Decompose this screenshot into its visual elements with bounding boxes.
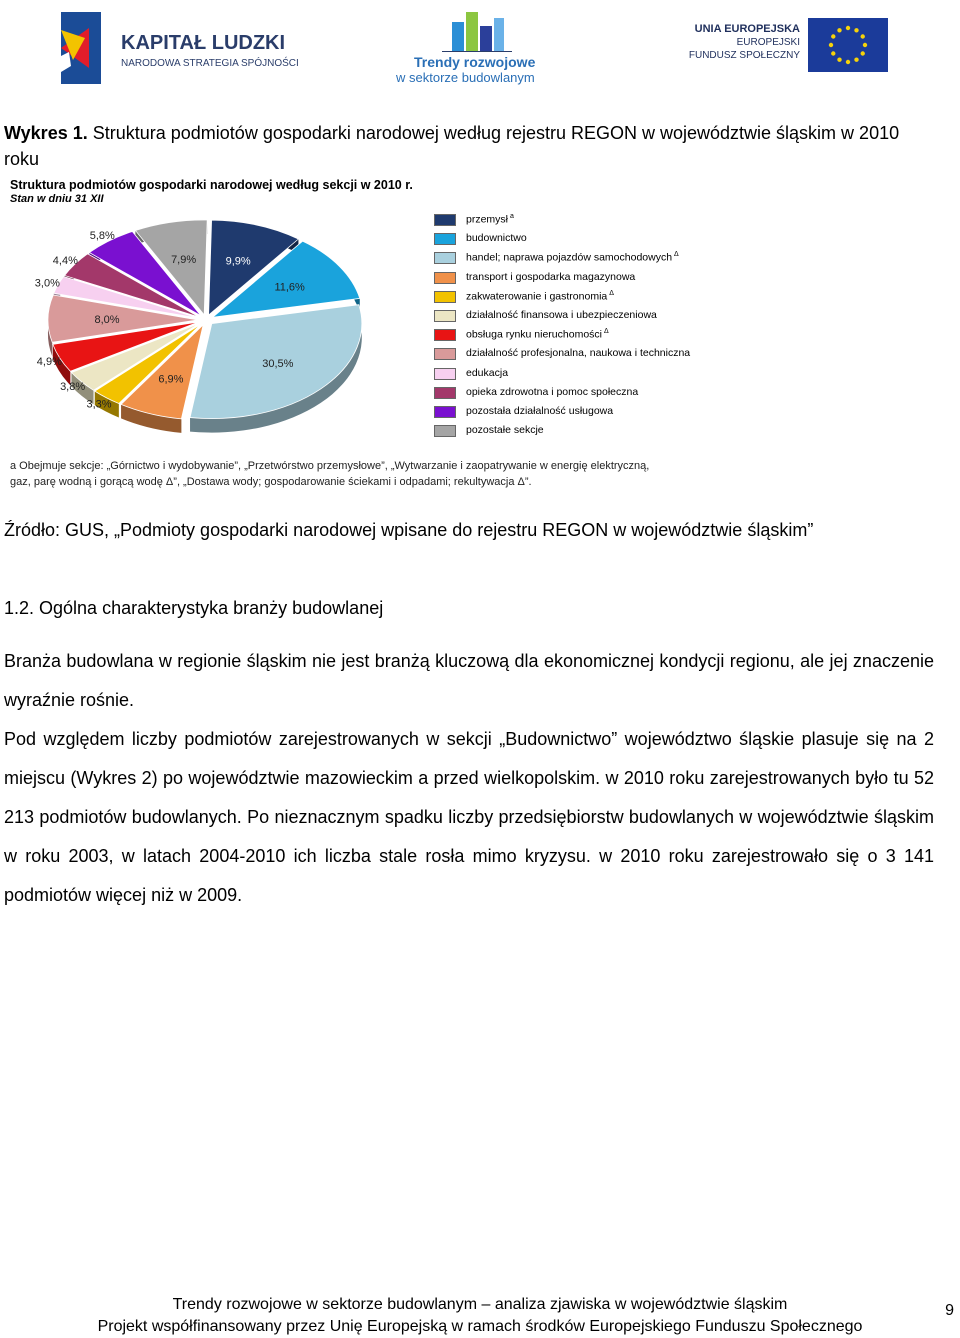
legend-swatch — [434, 329, 456, 341]
trendy-line2: w sektorze budowlanym — [396, 70, 535, 85]
legend-swatch — [434, 368, 456, 380]
eu-line2: EUROPEJSKI — [736, 37, 800, 48]
chart-footnote — [10, 458, 720, 490]
pie-value-label: 5,8% — [89, 230, 115, 243]
paragraph-2: Pod względem liczby podmiotów zarejestrowanych w sekcji „Budownictwo” województwo śląskie plasuje się na 2 miejscu (Wykres 2) po województwie mazowieckim a przed wielkopolskim. w 2010 roku zarejestrowanych było tu 52 213 podmiotów budowlanych. Po nieznacznym spadku liczby przedsiębiorstw budowlanych w województwie śląskim w roku 2003, w latach 2004-2010 ich liczba stale rosła mimo kryzysu. w 2010 roku zarejestrowało się o 3 141 podmiotów więcej niż w 2009. — [4, 729, 934, 905]
legend-label: działalność profesjonalna, naukowa i techniczna — [466, 347, 691, 360]
figure-caption-label: Wykres 1. — [4, 123, 88, 143]
pie-value-label: 4,4% — [52, 255, 78, 268]
eu-star-icon — [846, 26, 850, 30]
legend-label: pozostała działalność usługowa — [466, 405, 614, 417]
legend-swatch — [434, 310, 456, 322]
buildings-icon — [442, 8, 512, 52]
pie-plot — [6, 172, 426, 452]
pie-value-label: 30,5% — [262, 358, 294, 371]
legend-label: transport i gospodarka magazynowa — [466, 270, 636, 283]
legend-label: edukacja — [466, 366, 509, 379]
pie-value-label: 8,0% — [94, 314, 120, 327]
legend-label: obsługa rynku nieruchomości $^\Delta$ — [466, 328, 609, 341]
page-footer — [0, 1294, 960, 1338]
chart-footnote-line2: gaz, parę wodną i gorącą wodę Δ”, „Dostawa wody; gospodarowanie ściekami i odpadami; rekultywacja Δ”. — [10, 476, 532, 488]
pie-value-label: 9,9% — [225, 255, 251, 268]
eu-star-icon — [837, 58, 841, 62]
trendy-line1: Trendy rozwojowe — [414, 54, 536, 70]
footer-line1: Trendy rozwojowe w sektorze budowlanym – analiza zjawiska w województwie śląskim — [172, 1296, 788, 1313]
kl-subtitle: NARODOWA STRATEGIA SPÓJNOŚCI — [121, 58, 299, 69]
section-title: 1.2. Ogólna charakterystyka branży budowlanej — [4, 598, 384, 618]
source-note: Źródło: GUS, „Podmioty gospodarki narodowej wpisane do rejestru REGON w województwie śląskim” — [4, 520, 814, 540]
pie-value-label: 3,8% — [60, 381, 86, 394]
kapital-ludzki-emblem-icon — [55, 8, 105, 86]
pie-value-label: 6,9% — [158, 373, 184, 386]
pie-value-label: 3,0% — [34, 277, 60, 290]
pie-chart — [6, 172, 726, 492]
legend-swatch — [434, 425, 456, 437]
footer-line2: Projekt współfinansowany przez Unię Europejską w ramach środków Europejskiego Funduszu Społecznego — [97, 1318, 863, 1335]
legend-swatch — [434, 214, 456, 226]
eu-star-icon — [829, 43, 833, 47]
paragraph-1: Branża budowlana w regionie śląskim nie jest branżą kluczową dla ekonomicznej kondycji regionu, ale jej znaczenie wyraźnie rośnie. — [4, 651, 934, 710]
pie-value-label: 7,9% — [171, 253, 197, 266]
figure-caption — [4, 120, 934, 172]
kl-title: KAPITAŁ LUDZKI — [121, 32, 286, 54]
legend-swatch — [434, 252, 456, 264]
legend-swatch — [434, 387, 456, 399]
eu-star-icon — [831, 34, 835, 38]
legend-swatch — [434, 348, 456, 360]
eu-star-icon — [854, 58, 858, 62]
page-number: 9 — [945, 1302, 954, 1319]
eu-star-icon — [854, 28, 858, 32]
eu-flag-icon — [808, 18, 888, 72]
legend-label: opieka zdrowotna i pomoc społeczna — [466, 385, 639, 398]
pie-value-label: 3,3% — [86, 398, 112, 411]
eu-star-icon — [846, 60, 850, 64]
chart-title: Struktura podmiotów gospodarki narodowej według sekcji w 2010 r. — [10, 178, 413, 192]
figure-caption-text: Struktura podmiotów gospodarki narodowej według rejestru REGON w województwie śląskim w 2010 roku — [4, 123, 900, 169]
eu-star-icon — [861, 34, 865, 38]
pie-value-label: 4,9% — [36, 355, 62, 368]
eu-logo — [688, 18, 898, 78]
trendy-logo — [396, 8, 566, 88]
eu-star-icon — [863, 43, 867, 47]
legend-label: handel; naprawa pojazdów samochodowych $^\Delta$ — [466, 251, 679, 264]
eu-star-icon — [861, 51, 865, 55]
legend-label: przemysł $^a$ — [466, 213, 514, 226]
legend-swatch — [434, 291, 456, 303]
legend-swatch — [434, 272, 456, 284]
legend-swatch — [434, 233, 456, 245]
eu-star-icon — [837, 28, 841, 32]
pie-value-label: 11,6% — [274, 281, 305, 294]
eu-star-icon — [831, 51, 835, 55]
kapital-ludzki-logo — [55, 8, 305, 88]
legend-label: pozostałe sekcje — [466, 424, 544, 437]
chart-subtitle: Stan w dniu 31 XII — [10, 193, 104, 205]
chart-footnote-line1: a Obejmuje sekcje: „Górnictwo i wydobywanie”, „Przetwórstwo przemysłowe”, „Wytwarzanie i zaopatrywanie w energię elektryczną, — [10, 460, 650, 472]
eu-line1: UNIA EUROPEJSKA — [694, 23, 800, 35]
legend-swatch — [434, 406, 456, 418]
legend-label: budownictwo — [466, 232, 527, 245]
header-logo-bar — [0, 0, 960, 95]
legend-label: działalność finansowa i ubezpieczeniowa — [466, 309, 657, 321]
legend-label: zakwaterowanie i gastronomia $^\Delta$ — [466, 289, 614, 303]
eu-line3: FUNDUSZ SPOŁECZNY — [688, 50, 800, 61]
